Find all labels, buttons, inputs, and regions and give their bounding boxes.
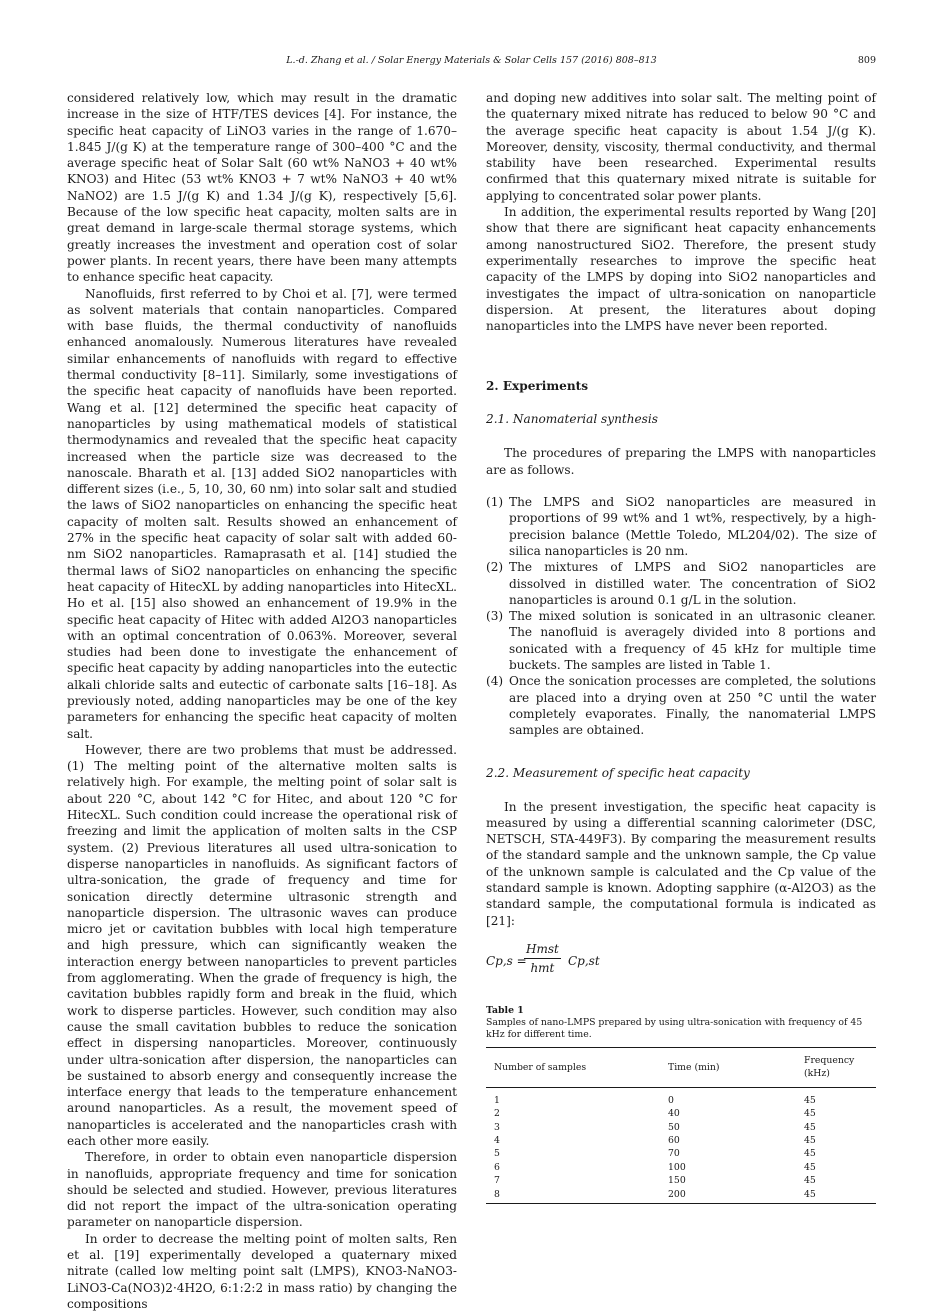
- table-cell: 70: [668, 1148, 680, 1160]
- subsection-heading: 2.2. Measurement of specific heat capacity: [486, 765, 750, 780]
- table-cell: 1: [494, 1094, 500, 1106]
- formula-numerator: Hmst: [524, 941, 561, 959]
- samples-table: [486, 1047, 876, 1204]
- table-header-cell: Time (min): [668, 1061, 720, 1073]
- table-cell: 45: [804, 1134, 816, 1146]
- paragraph: considered relatively low, which may result in the dramatic increase in the size of HTF/TES devices [4]. For instance, the specific heat capacity of LiNO3 varies in the range of 1.670–1.845 J/(g K) at the temperature range of 300–400 °C and the average specific heat of Solar Salt (60 wt% NaNO3 + 40 wt% KNO3) and Hitec (53 wt% KNO3 + 7 wt% NaNO3 + 40 wt% NaNO2) are 1.5 J/(g K) and 1.34 J/(g K), respectively [5,6]. Because of the low specific heat capacity, molten salts are in great demand in large-scale thermal storage systems, which greatly increases the investment and operation cost of solar power plants. In recent years, there have been many attempts to enhance specific heat capacity.: [67, 91, 457, 285]
- right-column: [486, 90, 876, 1204]
- paragraph: In addition, the experimental results reported by Wang [20] show that there are significant heat capacity enhancements among nanostructured SiO2. Therefore, the present study experimentally researches to improve the specific heat capacity of the LMPS by doping into SiO2 nanoparticles and investigates the impact of ultra-sonication on nanoparticle dispersion. At present, the literatures about doping nanoparticles into the LMPS have never been reported.: [486, 205, 876, 334]
- paragraph: and doping new additives into solar salt. The melting point of the quaternary mixed nitrate has reduced to below 90 °C and the average specific heat capacity is about 1.54 J/(g K). Moreover, density, viscosity, thermal conductivity, and thermal stability have been researched. Experimental results confirmed that this quaternary mixed nitrate is suitable for applying to concentrated solar power plants.: [486, 91, 876, 203]
- table-caption-text: Samples of nano-LMPS prepared by using ultra-sonication with frequency of 45 kHz for different time.: [486, 1016, 863, 1040]
- table-header-cell: Frequency (kHz): [804, 1054, 855, 1080]
- formula-denominator: hmt: [530, 961, 555, 976]
- table-cell: 200: [668, 1188, 686, 1200]
- running-title: L.-d. Zhang et al. / Solar Energy Materials & Solar Cells 157 (2016) 808–813: [286, 55, 657, 66]
- paragraph: In the present investigation, the specific heat capacity is measured by using a differential scanning calorimeter (DSC, NETSCH, STA-449F3). By comparing the measurement results of the standard sample and the unknown sample, the Cp value of the unknown sample is calculated and the Cp value of the standard sample is known. Adopting sapphire (α-Al2O3) as the standard sample, the computational formula is indicated as [21]:: [486, 799, 876, 928]
- table-cell: 45: [804, 1094, 816, 1106]
- left-column: [67, 90, 457, 1312]
- list-item: (3) The mixed solution is sonicated in an ultrasonic cleaner. The nanofluid is averagely divided into 8 portions and sonicated with a frequency of 45 kHz for multiple time buckets. The samples are listed in Table 1.: [486, 609, 876, 673]
- table-cell: 45: [804, 1161, 816, 1173]
- table-cell: 3: [494, 1121, 500, 1133]
- table-cell: 6: [494, 1161, 500, 1173]
- table-cell: 4: [494, 1134, 500, 1146]
- table-label: Table 1: [486, 1004, 524, 1016]
- table-row: [486, 1161, 876, 1174]
- table-cell: 45: [804, 1175, 816, 1187]
- table-cell: 5: [494, 1148, 500, 1160]
- list-item: (1) The LMPS and SiO2 nanoparticles are measured in proportions of 99 wt% and 1 wt%, respectively, by a high-precision balance (Mettle Toledo, ML204/02). The size of silica nanoparticles is 20 nm.: [486, 495, 876, 558]
- table-row: [486, 1174, 876, 1187]
- table-row: [486, 1147, 876, 1160]
- paragraph: Nanofluids, first referred to by Choi et al. [7], were termed as solvent materials that contain nanoparticles. Compared with base fluids, the thermal conductivity of nanofluids enhanced anomalously. Numerous literatures have revealed similar enhancements of nanofluids with regard to effective thermal conductivity [8–11]. Similarly, some investigations of the specific heat capacity of nanofluids have been reported. Wang et al. [12] determined the specific heat capacity of nanoparticles by using mathematical models of statistical thermodynamics and revealed that the specific heat capacity increased when the particle size was decreased to the nanoscale. Bharath et al. [13] added SiO2 nanoparticles with different sizes (i.e., 5, 10, 30, 60 nm) into solar salt and studied the laws of SiO2 nanoparticles on enhancing the specific heat capacity of molten salt. Results showed an enhancement of 27% in the specific heat capacity of solar salt with added 60-nm SiO2 nanoparticles. Ramaprasath et al. [14] studied the thermal laws of SiO2 nanoparticles on enhancing the specific heat capacity of HitecXL by adding nanoparticles into HitecXL. Ho et al. [15] also showed an enhancement of 19.9% in the specific heat capacity of Hitec with added Al2O3 nanoparticles with an optimal concentration of 0.063%. Moreover, several studies had been done to investigate the enhancement of specific heat capacity by adding nanoparticles into the eutectic alkali chloride salts and eutectic of carbonate salts [16–18]. As previously noted, adding nanoparticles may be one of the key parameters for enhancing the specific heat capacity of molten salt.: [67, 286, 457, 741]
- table-cell: 100: [668, 1161, 686, 1173]
- table-cell: 0: [668, 1094, 674, 1106]
- paragraph: However, there are two problems that must be addressed. (1) The melting point of the alternative molten salts is relatively high. For example, the melting point of solar salt is about 220 °C, about 142 °C for Hitec, and about 120 °C for HitecXL. Such condition could increase the operational risk of freezing and limit the application of molten salts in the CSP system. (2) Previous literatures all used ultra-sonication to disperse nanoparticles in nanofluids. As significant factors of ultra-sonication, the grade of frequency and time for sonication directly determine ultrasonic strength and nanoparticle dispersion. The ultrasonic waves can produce micro jet or cavitation bubbles with local high temperature and high pressure, which can significantly weaken the interaction energy between nanoparticles to prevent particles from agglomerating. When the grade of frequency is high, the cavitation bubbles rapidly form and break in the fluid, which work to disperse particles. However, such condition may also cause the small cavitation bubbles to reduce the sonication effect in dispersing nanoparticles. Moreover, continuously under ultra-sonication after dispersion, the nanoparticles can be sustained to absorb energy and consequently increase the interface energy that leads to the temperature enhancement around nanoparticles. As a result, the movement speed of nanoparticles is accelerated and the nanoparticles crash with each other more easily.: [67, 742, 457, 1148]
- formula-fraction: [524, 941, 561, 977]
- table-cell: 45: [804, 1121, 816, 1133]
- table-row: [486, 1087, 876, 1107]
- formula-rhs: Cp,st: [568, 953, 600, 968]
- formula-lhs: Cp,s =: [486, 953, 527, 968]
- table-cell: 8: [494, 1188, 500, 1200]
- heat-capacity-formula: [486, 941, 876, 985]
- table-header-cell: Number of samples: [494, 1061, 587, 1073]
- table-row: [486, 1121, 876, 1134]
- paragraph: In order to decrease the melting point of molten salts, Ren et al. [19] experimentally developed a quaternary mixed nitrate (called low melting point salt (LMPS), KNO3-NaNO3-LiNO3-Ca(NO3)2·4H2O, 6:1:2:2 in mass ratio) by changing the compositions: [67, 1231, 457, 1311]
- table-row: [486, 1188, 876, 1204]
- table-caption: [486, 1005, 876, 1041]
- table-cell: 60: [668, 1134, 680, 1146]
- paragraph: The procedures of preparing the LMPS with nanoparticles are as follows.: [486, 446, 876, 477]
- running-header: [67, 55, 876, 71]
- list-item: (2) The mixtures of LMPS and SiO2 nanoparticles are dissolved in distilled water. The concentration of SiO2 nanoparticles is around 0.1 g/L in the solution.: [486, 560, 876, 607]
- table-row: [486, 1107, 876, 1120]
- table-cell: 45: [804, 1148, 816, 1160]
- table-cell: 2: [494, 1108, 500, 1120]
- table-cell: 40: [668, 1108, 680, 1120]
- section-heading: 2. Experiments: [486, 379, 589, 394]
- page-number: 809: [857, 55, 876, 66]
- table-cell: 50: [668, 1121, 680, 1133]
- table-cell: 7: [494, 1175, 500, 1187]
- table-cell: 45: [804, 1108, 816, 1120]
- list-item: (4) Once the sonication processes are completed, the solutions are placed into a drying oven at 250 °C until the water completely evaporates. Finally, the nanomaterial LMPS samples are obtained.: [486, 674, 876, 738]
- table-row: [486, 1134, 876, 1147]
- table-cell: 150: [668, 1175, 686, 1187]
- paragraph: Therefore, in order to obtain even nanoparticle dispersion in nanofluids, appropriate frequency and time for sonication should be selected and studied. However, previous literatures did not report the impact of the ultra-sonication operating parameter on nanoparticle dispersion.: [67, 1150, 457, 1230]
- subsection-heading: 2.1. Nanomaterial synthesis: [486, 412, 658, 427]
- table-cell: 45: [804, 1188, 816, 1200]
- table-header-row: [486, 1047, 876, 1087]
- procedure-list: [486, 494, 876, 738]
